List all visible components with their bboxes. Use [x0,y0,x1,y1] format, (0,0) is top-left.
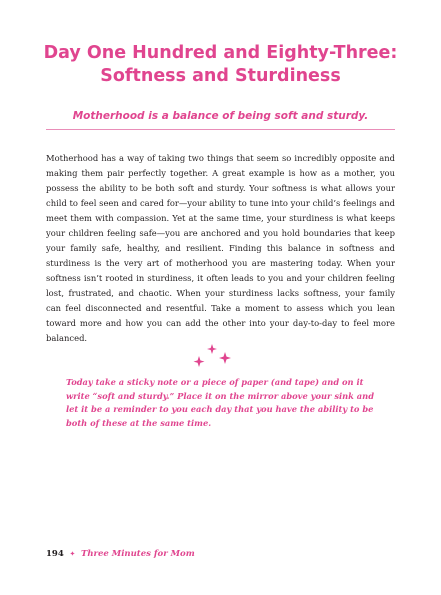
body-text: Motherhood has a way of taking two things that seem so incredibly opposite and making them pair perfectly together. A great example is how as a mother, you possess the ability to be both soft and sturdy. Your softness is what allows your child to feel seen and cared for—your ability to tune into your child’s feelings and meet them with compassion. Yet at the same time, your sturdiness is what keeps your children feeling safe—you are anchored and you hold boundaries that keep your family safe, healthy, and resilient. Finding this balance in softness and sturdiness is the very art of motherhood you are mastering today. When your softness isn’t rooted in sturdiness, it often leads to you and your children feeling lost, frustrated, and chaotic. When your sturdiness lacks softness, your family can feel disconnected and resentful. Take a moment to assess which you lean toward more and how you can add the other into your day-to-day to feel more balanced. [46,153,395,343]
daily-prompt: Today take a sticky note or a piece of paper (and tape) and on it write “soft and sturdy.” Place it on the mirror above your sink and let it be a reminder to you each day that you have the ability to be both of these at the same time. [66,377,375,428]
title-line-2: Softness and Sturdiness [100,66,341,86]
book-title: Three Minutes for Mom [81,549,195,559]
page-title [30,42,411,88]
page-number: 194 [46,549,64,559]
title-line-1: Day One Hundred and Eighty-Three: [43,43,398,63]
subtitle-divider [46,129,395,130]
page-footer [46,548,195,560]
sparkles-icon [188,343,248,369]
page-subtitle: Motherhood is a balance of being soft and sturdy. [72,110,369,122]
separator-icon: ✦ [69,550,76,558]
